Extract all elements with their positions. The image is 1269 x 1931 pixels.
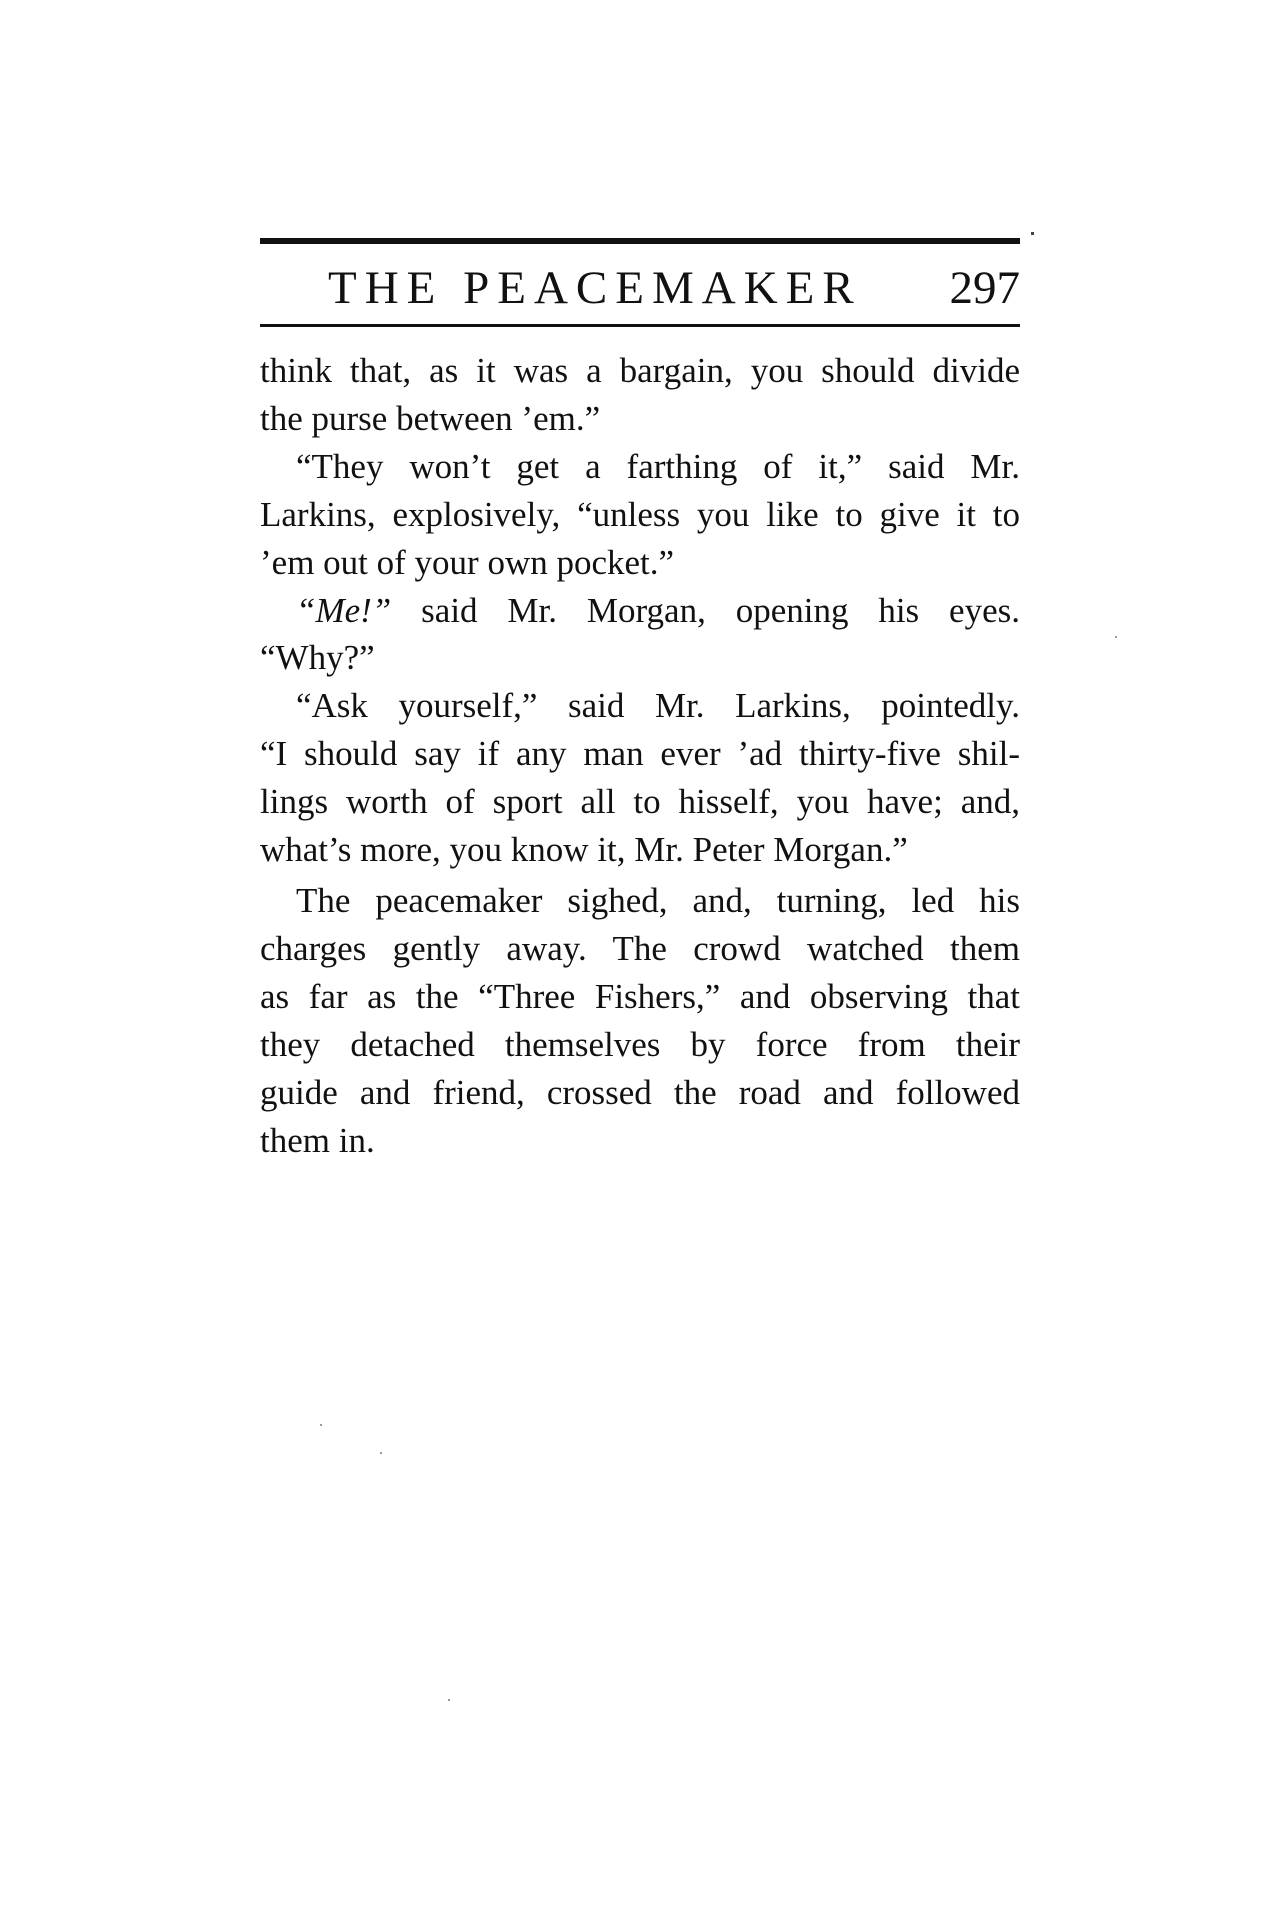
ink-speck xyxy=(1115,636,1117,638)
italic-exclamation: “Me!” xyxy=(296,590,392,630)
text-line xyxy=(260,587,1020,635)
text-line: “They won’t get a farthing of it,” said Mr. xyxy=(296,446,1020,486)
text-line: them in. xyxy=(260,1120,375,1160)
ink-speck xyxy=(1031,232,1034,235)
text-line: as far as the “Three Fishers,” and observing that xyxy=(260,976,1020,1016)
text-line: lings worth of sport all to hisself, you have; and, xyxy=(260,782,1020,822)
text-line: the purse between ’em.” xyxy=(260,398,601,438)
header-rule xyxy=(260,324,1020,327)
body-text xyxy=(260,347,1020,1164)
text-line: what’s more, you know it, Mr. Peter Morgan.” xyxy=(260,830,908,870)
text-line: think that, as it was a bargain, you should divide xyxy=(260,351,1020,390)
ink-speck xyxy=(448,1699,450,1701)
text-line: The peacemaker sighed, and, turning, led his xyxy=(296,880,1020,920)
text-line-rest: said Mr. Morgan, opening his eyes. xyxy=(391,590,1020,630)
running-title: THE PEACEMAKER xyxy=(328,262,862,314)
text-line: “Why?” xyxy=(260,638,375,678)
running-head xyxy=(260,258,1020,318)
text-line: they detached themselves by force from their xyxy=(260,1024,1020,1064)
text-line: “I should say if any man ever ’ad thirty-five shil- xyxy=(260,734,1020,774)
top-rule xyxy=(260,238,1020,244)
ink-speck xyxy=(380,1452,382,1454)
text-line: Larkins, explosively, “unless you like to give it to xyxy=(260,494,1020,534)
ink-speck xyxy=(320,1424,322,1426)
text-line: ’em out of your own pocket.” xyxy=(260,542,675,582)
book-page xyxy=(260,0,1020,1931)
text-line: charges gently away. The crowd watched them xyxy=(260,928,1020,968)
text-line: “Ask yourself,” said Mr. Larkins, pointedly. xyxy=(296,686,1020,726)
text-line: guide and friend, crossed the road and followed xyxy=(260,1072,1020,1112)
page-number: 297 xyxy=(949,262,1020,314)
